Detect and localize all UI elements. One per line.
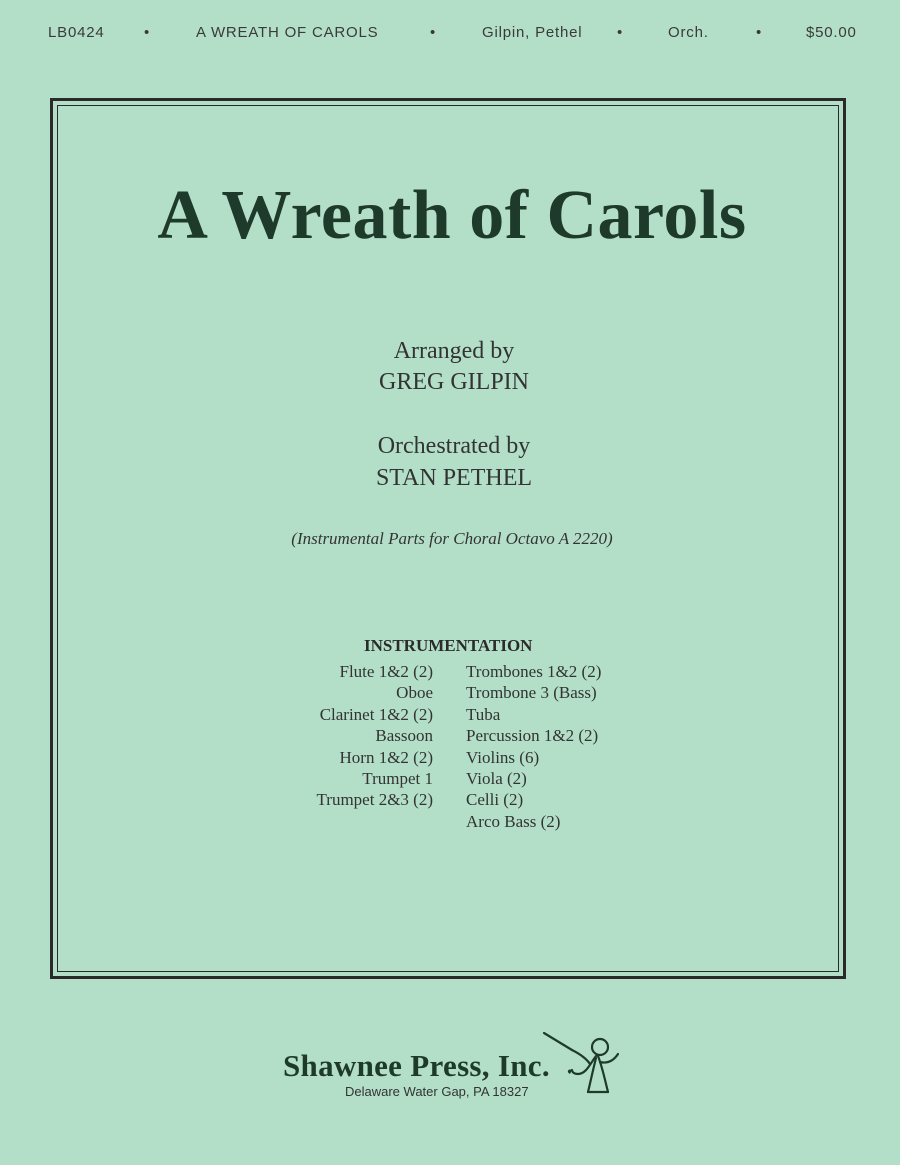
instrument-item: Trombones 1&2 (2) (466, 662, 602, 681)
arranged-by-label: Arranged by (393, 338, 515, 364)
orchestrated-by-label: Orchestrated by (377, 433, 531, 459)
header-strip (48, 24, 864, 44)
header-title: A WREATH OF CAROLS (196, 24, 379, 41)
instrumentation-right-column (466, 661, 601, 832)
instrument-item: Clarinet 1&2 (2) (319, 704, 433, 724)
instrumentation-heading: INSTRUMENTATION (364, 636, 533, 655)
header-separator: • (144, 24, 151, 41)
instrumentation-left-column (317, 661, 434, 811)
conductor-icon (542, 1030, 622, 1096)
header-separator: • (430, 24, 437, 41)
instrumental-parts-note: (Instrumental Parts for Choral Octavo A 2220) (291, 529, 613, 548)
header-separator: • (617, 24, 624, 41)
instrument-item: Celli (2) (466, 790, 524, 810)
orchestrator-name: STAN PETHEL (375, 465, 533, 491)
instrument-item: Arco Bass (2) (466, 811, 561, 831)
instrument-item: Trumpet 1 (362, 769, 433, 789)
publisher-name: Shawnee Press, Inc. (283, 1048, 550, 1083)
instrument-item: Percussion 1&2 (2) (466, 726, 599, 746)
header-separator: • (756, 24, 763, 41)
catalog-number: LB0424 (48, 24, 105, 41)
cover-title: A Wreath of Carols (157, 177, 747, 254)
instrument-item: Horn 1&2 (2) (339, 747, 433, 767)
instrument-item: Tuba (466, 704, 501, 724)
header-price: $50.00 (806, 24, 857, 41)
instrument-item: Bassoon (375, 726, 433, 746)
instrument-item: Viola (2) (466, 769, 527, 789)
instrument-item: Violins (6) (466, 747, 540, 767)
instrument-item: Oboe (396, 683, 433, 703)
instrument-item: Flute 1&2 (2) (339, 662, 433, 681)
arranger-name: GREG GILPIN (379, 369, 529, 395)
instrument-item: Trumpet 2&3 (2) (316, 790, 433, 810)
publisher-address: Delaware Water Gap, PA 18327 (345, 1084, 529, 1099)
instrument-item: Trombone 3 (Bass) (466, 683, 597, 703)
header-composers: Gilpin, Pethel (482, 24, 583, 41)
header-edition: Orch. (668, 24, 709, 41)
